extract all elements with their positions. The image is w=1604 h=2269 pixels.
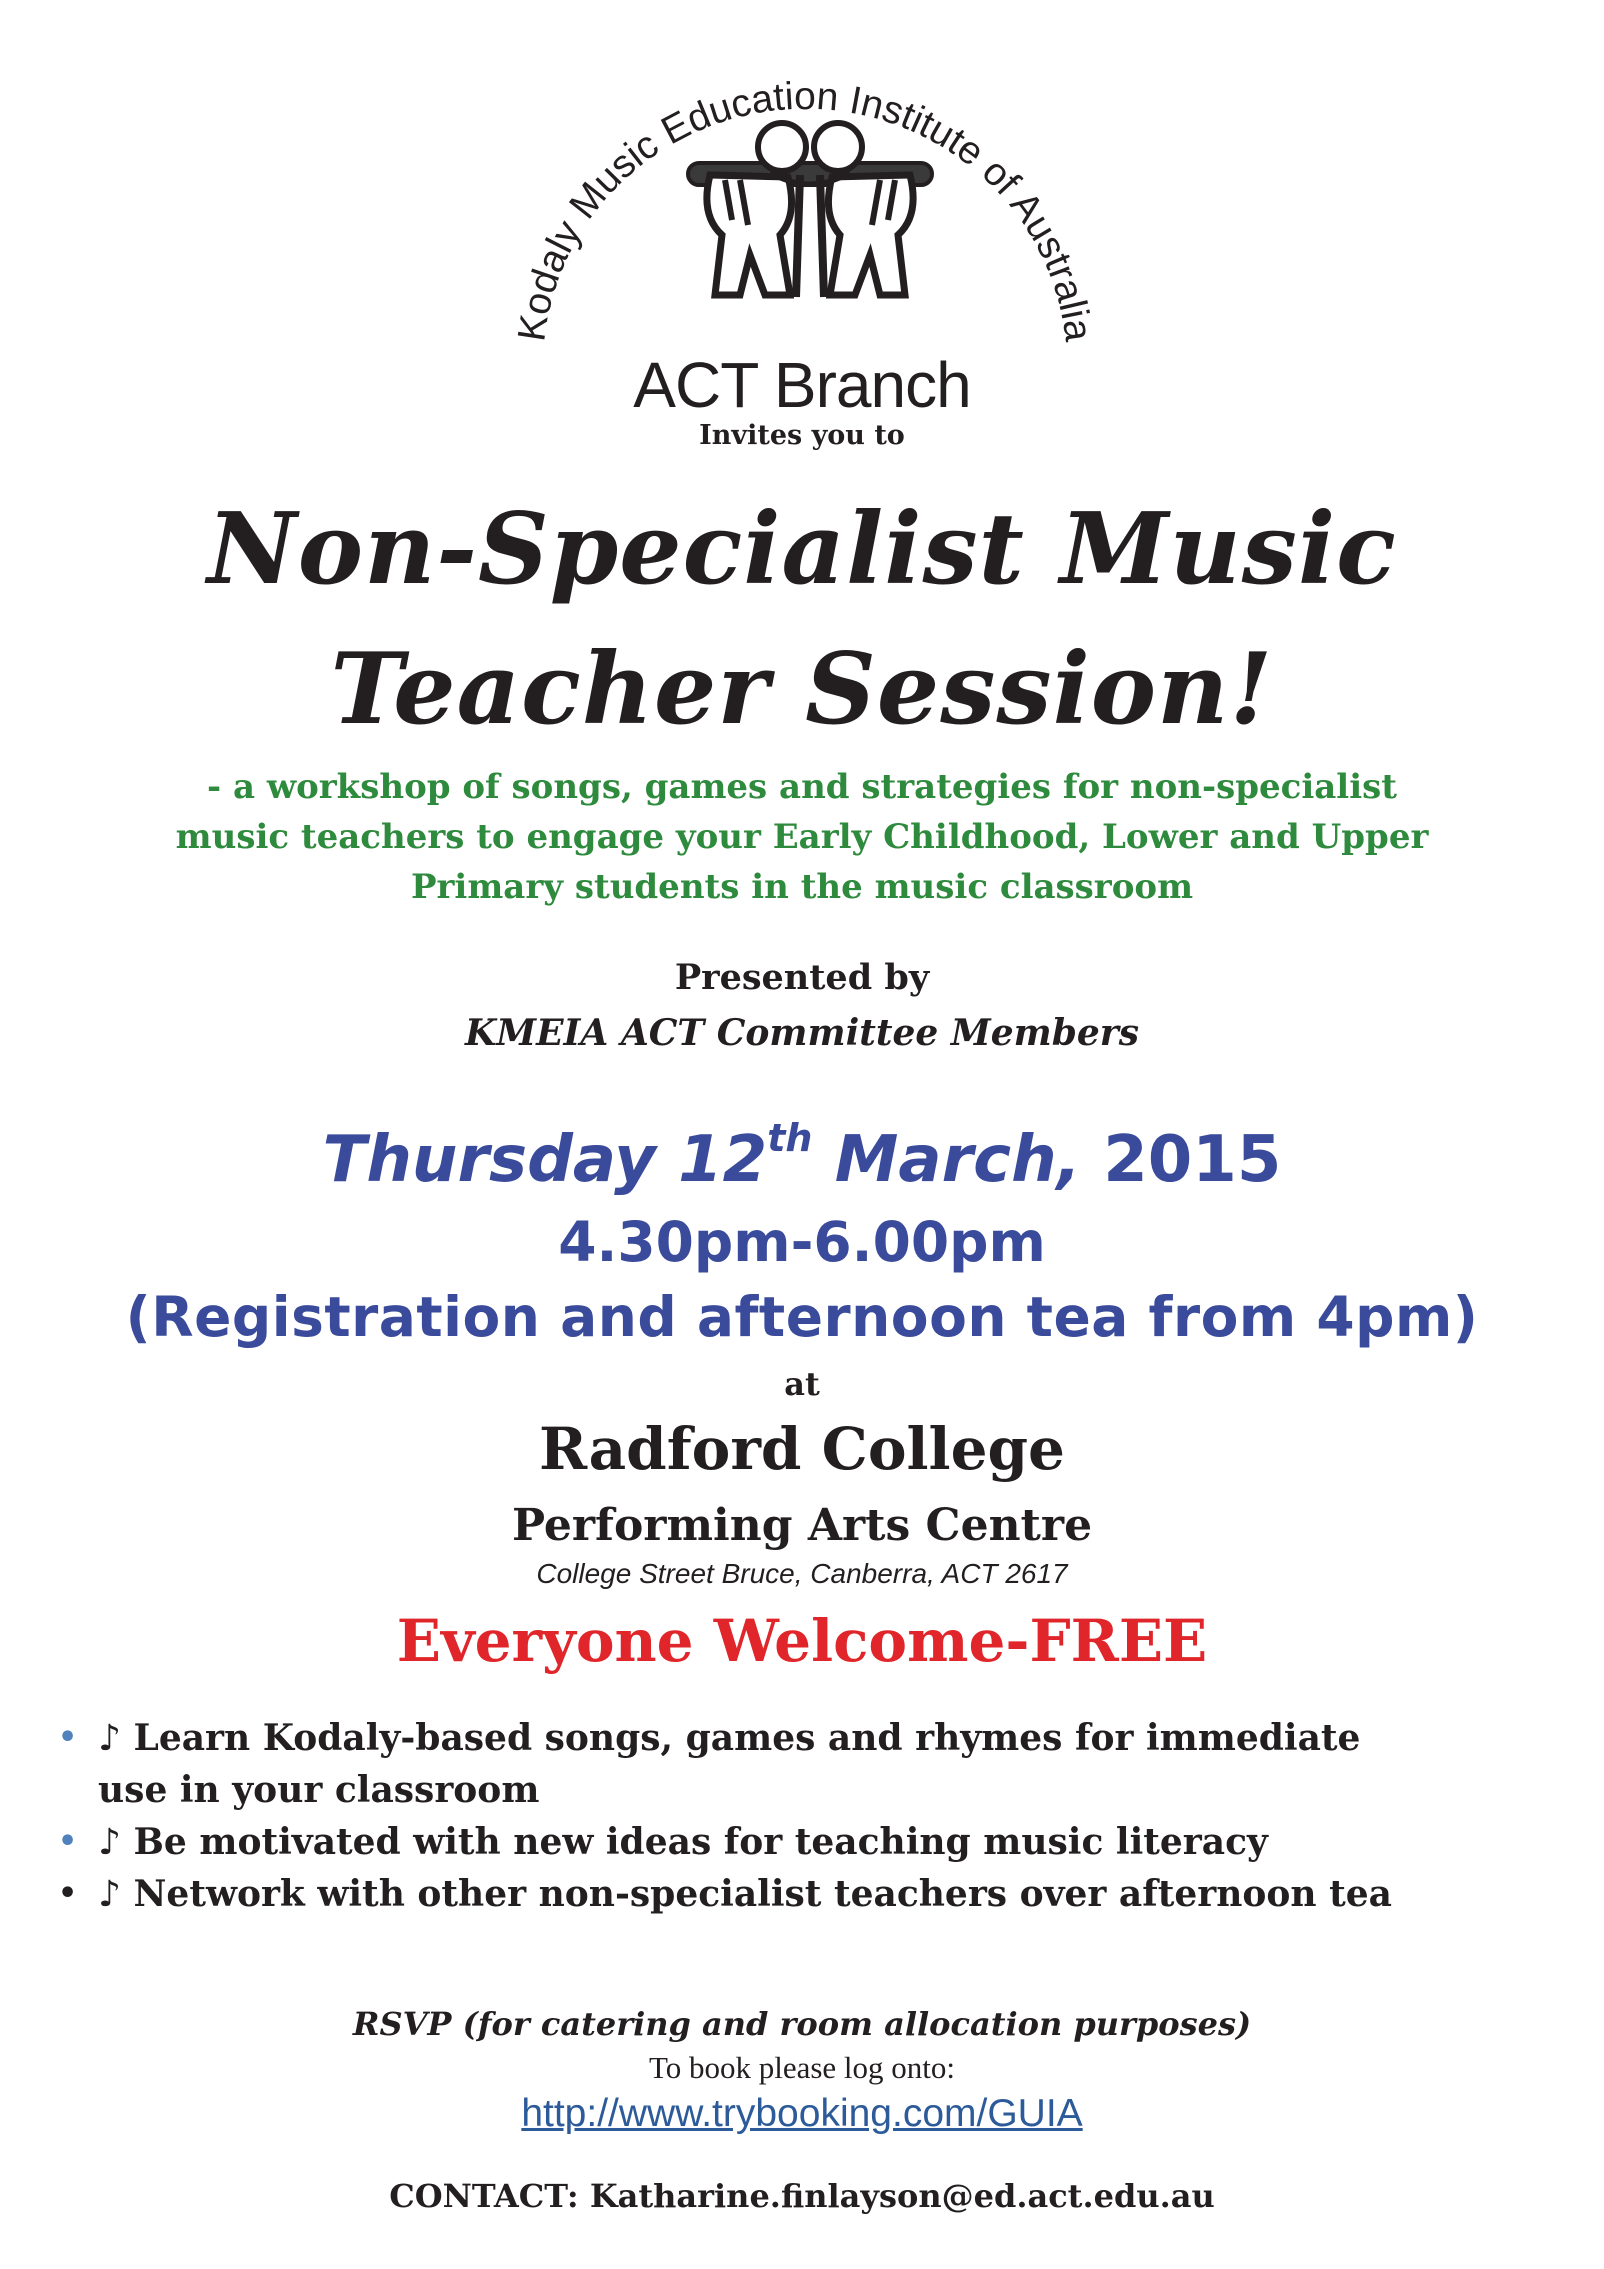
kodaly-logo	[500, 30, 1120, 390]
rsvp-label: RSVP (for catering and room allocation purposes)	[352, 2005, 1252, 2043]
date-month: March,	[812, 1123, 1081, 1197]
event-subtitle	[40, 762, 1564, 912]
date-day: Thursday 12	[322, 1123, 768, 1197]
contact-line[interactable]: CONTACT: Katharine.finlayson@ed.act.edu.au	[389, 2177, 1215, 2215]
venue-name: Radford College	[539, 1415, 1065, 1483]
list-item-text-cont: use in your classroom	[98, 1769, 540, 1811]
list-item	[58, 1868, 1558, 1920]
logo-arc-text: Kodaly Music Education Institute of Australia	[510, 74, 1100, 344]
list-item-text: ♪ Learn Kodaly-based songs, games and rhymes for immediate	[98, 1717, 1361, 1759]
subtitle-line-2: music teachers to engage your Early Childhood, Lower and Upper	[175, 817, 1429, 857]
price-banner: Everyone Welcome-FREE	[396, 1607, 1208, 1675]
list-item	[58, 1712, 1558, 1816]
presented-label: Presented by	[674, 957, 930, 998]
at-label: at	[784, 1365, 820, 1403]
date-year: 2015	[1080, 1123, 1282, 1197]
list-item-text: ♪ Network with other non-specialist teachers over afternoon tea	[98, 1873, 1392, 1915]
bullet-icon: •	[58, 1720, 78, 1755]
page-title	[0, 480, 1604, 760]
venue-room: Performing Arts Centre	[511, 1500, 1093, 1551]
branch-name: ACT Branch	[633, 349, 971, 421]
date-ordinal: th	[767, 1115, 813, 1160]
title-line-2: Teacher Session!	[330, 632, 1274, 747]
subtitle-line-3: Primary students in the music classroom	[410, 867, 1194, 907]
list-item	[58, 1816, 1558, 1868]
invite-text: Invites you to	[699, 420, 905, 451]
booking-instruction: To book please log onto:	[648, 2050, 956, 2085]
bullet-icon: •	[58, 1824, 78, 1859]
booking-link[interactable]: http://www.trybooking.com/GUIA	[521, 2092, 1083, 2135]
benefits-list	[58, 1712, 1558, 1920]
registration-note: (Registration and afternoon tea from 4pm)	[125, 1285, 1479, 1349]
event-time: 4.30pm-6.00pm	[558, 1210, 1046, 1274]
kodaly-figures-icon	[688, 123, 932, 297]
bullet-icon: •	[58, 1876, 78, 1911]
venue-address: College Street Bruce, Canberra, ACT 2617	[536, 1558, 1068, 1589]
subtitle-line-1: - a workshop of songs, games and strategies for non-specialist	[207, 767, 1397, 807]
presenters: KMEIA ACT Committee Members	[464, 1012, 1140, 1054]
title-line-1: Non-Specialist Music	[207, 492, 1397, 607]
event-date	[0, 1115, 1604, 1197]
list-item-text: ♪ Be motivated with new ideas for teaching music literacy	[98, 1821, 1268, 1863]
